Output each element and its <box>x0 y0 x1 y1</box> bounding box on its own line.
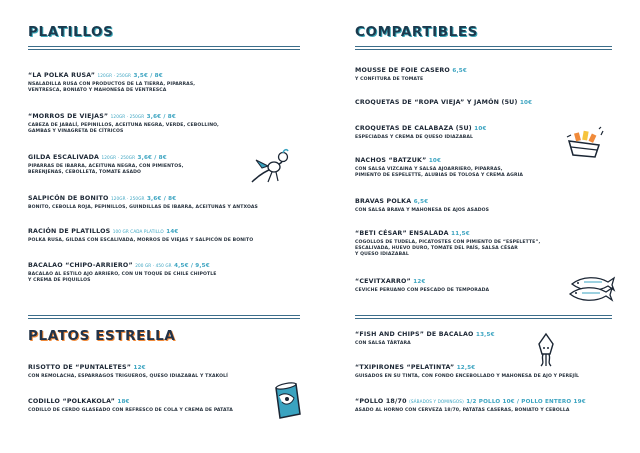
menu-item: CROQUETAS DE CALABAZA (5U) 10€ ESPECIADAS Y CREMA DE QUESO IDIAZABAL <box>355 125 487 140</box>
menu-item: “BETI CÉSAR” ENSALADA 11,5€ COGOLLOS DE TUDELA, PICATOSTES CON PIMIENTO DE “ESPELETTE”, ESCALIVADA, HUEVO DURO, TOMATE DEL PAÍS, SALSA CÉSAR Y QUESO IDIAZABAL <box>355 230 541 258</box>
divider <box>28 315 300 319</box>
tapas-dish-icon <box>565 125 605 163</box>
section-title-compartibles: COMPARTIBLES <box>355 24 478 40</box>
cola-can-icon <box>270 382 304 422</box>
menu-item: SALPICÓN DE BONITO 120GR · 250GR 3,6€ / 8€ BONITO, CEBOLLA ROJA, PEPINILLOS, GUINDILLAS DE IBARRA, ACEITUNAS Y ANTXOAS <box>28 195 258 210</box>
menu-item: “POLLO 18/70 (SÁBADOS Y DOMINGOS) 1/2 POLLO 10€ / POLLO ENTERO 19€ ASADO AL HORNO CON CERVEZA 18/70, PATATAS CASERAS, BONIATO Y CEBOLLA <box>355 398 586 413</box>
divider <box>28 46 300 50</box>
sardines-icon <box>568 272 616 304</box>
section-title-platos-estrella: PLATOS ESTRELLA <box>28 328 176 344</box>
menu-item: CROQUETAS DE “ROPA VIEJA” Y JAMÓN (5U) 10€ <box>355 99 533 106</box>
menu-item: BRAVAS POLKA 6,5€ CON SALSA BRAVA Y MAHONESA DE AJOS ASADOS <box>355 198 490 213</box>
menu-item: CODILLO “POLKAKOLA” 18€ CODILLO DE CERDO GLASEADO CON REFRESCO DE COLA Y CREMA DE PATATA <box>28 398 233 413</box>
menu-item: “CEVITXARRO” 12€ CEVICHE PERUANO CON PESCADO DE TEMPORADA <box>355 278 490 293</box>
section-title-platillos: PLATILLOS <box>28 24 114 40</box>
menu-item: BACALAO “CHIPO-ARRIERO” 200 GR · 450 GR 4,5€ / 9,5€ BACALAO AL ESTILO AJO ARRIERO, CON UN TOQUE DE CHILE CHIPOTLE Y CREMA DE PIQUILLOS <box>28 262 217 284</box>
menu-item: MOUSSE DE FOIE CASERO 6,5€ Y CONFITURA DE TOMATE <box>355 67 467 82</box>
menu-item: RISOTTO DE “PUNTALETES” 12€ CON REMOLACHA, ESPARRAGOS TRIGUEROS, QUESO IDIAZABAL Y TXAKOLÍ <box>28 364 228 379</box>
squid-icon <box>535 332 557 368</box>
menu-item: “TXIPIRONES “PELATINTA” 12,5€ GUISADOS EN SU TINTA, CON FONDO ENCEBOLLADO Y MAHONESA DE AJO Y PEREJÍL <box>355 364 580 379</box>
menu-item: “LA POLKA RUSA” 120GR · 250GR 3,5€ / 8€ NSALADILLA RUSA CON PRODUCTOS DE LA TIERRA, PIPARRAS, VENTRESCA, BONIATO Y MAHONESA DE VENTRESCA <box>28 72 196 94</box>
divider <box>355 315 612 319</box>
menu-item: “FISH AND CHIPS” DE BACALAO 13,5€ CON SALSA TÁRTARA <box>355 331 495 346</box>
menu-item: RACIÓN DE PLATILLOS 100 GR CADA PLATILLO 14€ POLKA RUSA, GILDAS CON ESCALIVADA, MORROS DE VIEJAS Y SALPICÓN DE BONITO <box>28 228 254 243</box>
menu-item: NACHOS “BATZUK” 10€ CON SALSA VIZCAINA Y SALSA AJOARRIERO, PIPARRAS, PIMIENTO DE ESPELETTE, ALUBIAS DE TOLOSA Y CREMA AGRIA <box>355 157 524 179</box>
divider <box>355 46 612 50</box>
menu-item: “MORROS DE VIEJAS” 120GR · 250GR 3,6€ / 8€ CABEZA DE JABALÍ, PEPINILLOS, ACEITUNA NEGRA, VERDE, CEBOLLINO, GAMBAS Y VINAGRETA DE CÍTRICOS <box>28 113 219 135</box>
bird-icon <box>248 148 294 188</box>
menu-item: GILDA ESCALIVADA 120GR · 250GR 3,6€ / 8€ PIPARRAS DE IBARRA, ACEITUNA NEGRA, CON PIMIENTOS, BERENJENAS, CEBOLLETA, TOMATE ASADO <box>28 154 184 176</box>
